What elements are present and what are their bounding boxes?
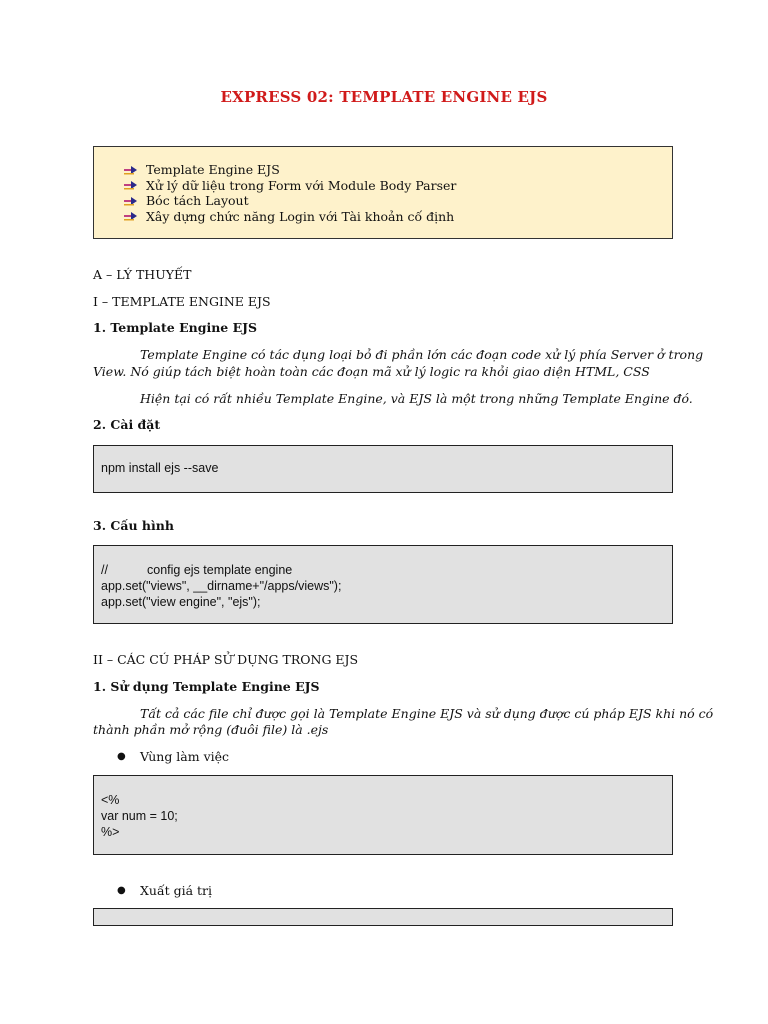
code-line: app.set("view engine", "ejs"); bbox=[101, 595, 261, 609]
subheading-template-engine: 1. Template Engine EJS bbox=[93, 320, 258, 335]
code-comment-marker: // bbox=[101, 563, 108, 577]
toc-item bbox=[124, 178, 456, 194]
section-heading-ii: II – CÁC CÚ PHÁP SỬ DỤNG TRONG EJS bbox=[93, 652, 359, 667]
toc-item bbox=[124, 193, 456, 209]
code-line: app.set("views", __dirname+"/apps/views"); bbox=[101, 579, 342, 593]
toc-item-label: Template Engine EJS bbox=[146, 162, 280, 177]
code-line: var num = 10; bbox=[101, 809, 178, 823]
paragraph-line: Template Engine có tác dụng loại bỏ đi phần lớn các đoạn code xử lý phía Server ở trong bbox=[140, 347, 704, 362]
code-comment-text: config ejs template engine bbox=[147, 563, 293, 577]
bullet-item: Vùng làm việc bbox=[140, 749, 230, 764]
toc-item-label: Xây dựng chức năng Login với Tài khoản cố định bbox=[146, 208, 455, 224]
arrow-bullet-icon bbox=[124, 196, 138, 206]
section-heading-i: I – TEMPLATE ENGINE EJS bbox=[93, 294, 271, 309]
toc-list bbox=[124, 162, 456, 224]
code-line: <% bbox=[101, 793, 120, 807]
paragraph-line: Tất cả các file chỉ được gọi là Template Engine EJS và sử dụng được cú pháp EJS khi nó có bbox=[140, 706, 714, 721]
code-line: %> bbox=[101, 825, 120, 839]
paragraph-line: thành phần mở rộng (đuôi file) là .ejs bbox=[93, 722, 329, 737]
code-block-config bbox=[93, 545, 673, 624]
arrow-bullet-icon bbox=[124, 211, 138, 221]
toc-item bbox=[124, 162, 456, 178]
code-block-workspace bbox=[93, 775, 673, 855]
code-line: npm install ejs --save bbox=[101, 461, 219, 475]
toc-item bbox=[124, 209, 456, 225]
toc-item-label: Xử lý dữ liệu trong Form với Module Body Parser bbox=[146, 177, 457, 193]
paragraph-line: Hiện tại có rất nhiều Template Engine, và EJS là một trong những Template Engine đó. bbox=[140, 391, 693, 406]
toc-box bbox=[93, 146, 673, 239]
toc-item-label: Bóc tách Layout bbox=[146, 193, 249, 208]
code-block-install bbox=[93, 445, 673, 493]
document-title: EXPRESS 02: TEMPLATE ENGINE EJS bbox=[220, 88, 548, 106]
arrow-bullet-icon bbox=[124, 180, 138, 190]
subheading-install: 2. Cài đặt bbox=[93, 417, 161, 432]
bullet-dot-icon: ● bbox=[117, 885, 126, 896]
bullet-dot-icon: ● bbox=[117, 751, 126, 762]
subheading-use-ejs: 1. Sử dụng Template Engine EJS bbox=[93, 679, 320, 694]
section-heading-a: A – LÝ THUYẾT bbox=[93, 267, 192, 282]
subheading-config: 3. Cấu hình bbox=[93, 518, 174, 533]
code-block-output bbox=[93, 908, 673, 926]
bullet-item: Xuất giá trị bbox=[140, 883, 213, 898]
arrow-bullet-icon bbox=[124, 165, 138, 175]
paragraph-line: View. Nó giúp tách biệt hoàn toàn các đoạn mã xử lý logic ra khỏi giao diện HTML, CSS bbox=[93, 364, 650, 379]
